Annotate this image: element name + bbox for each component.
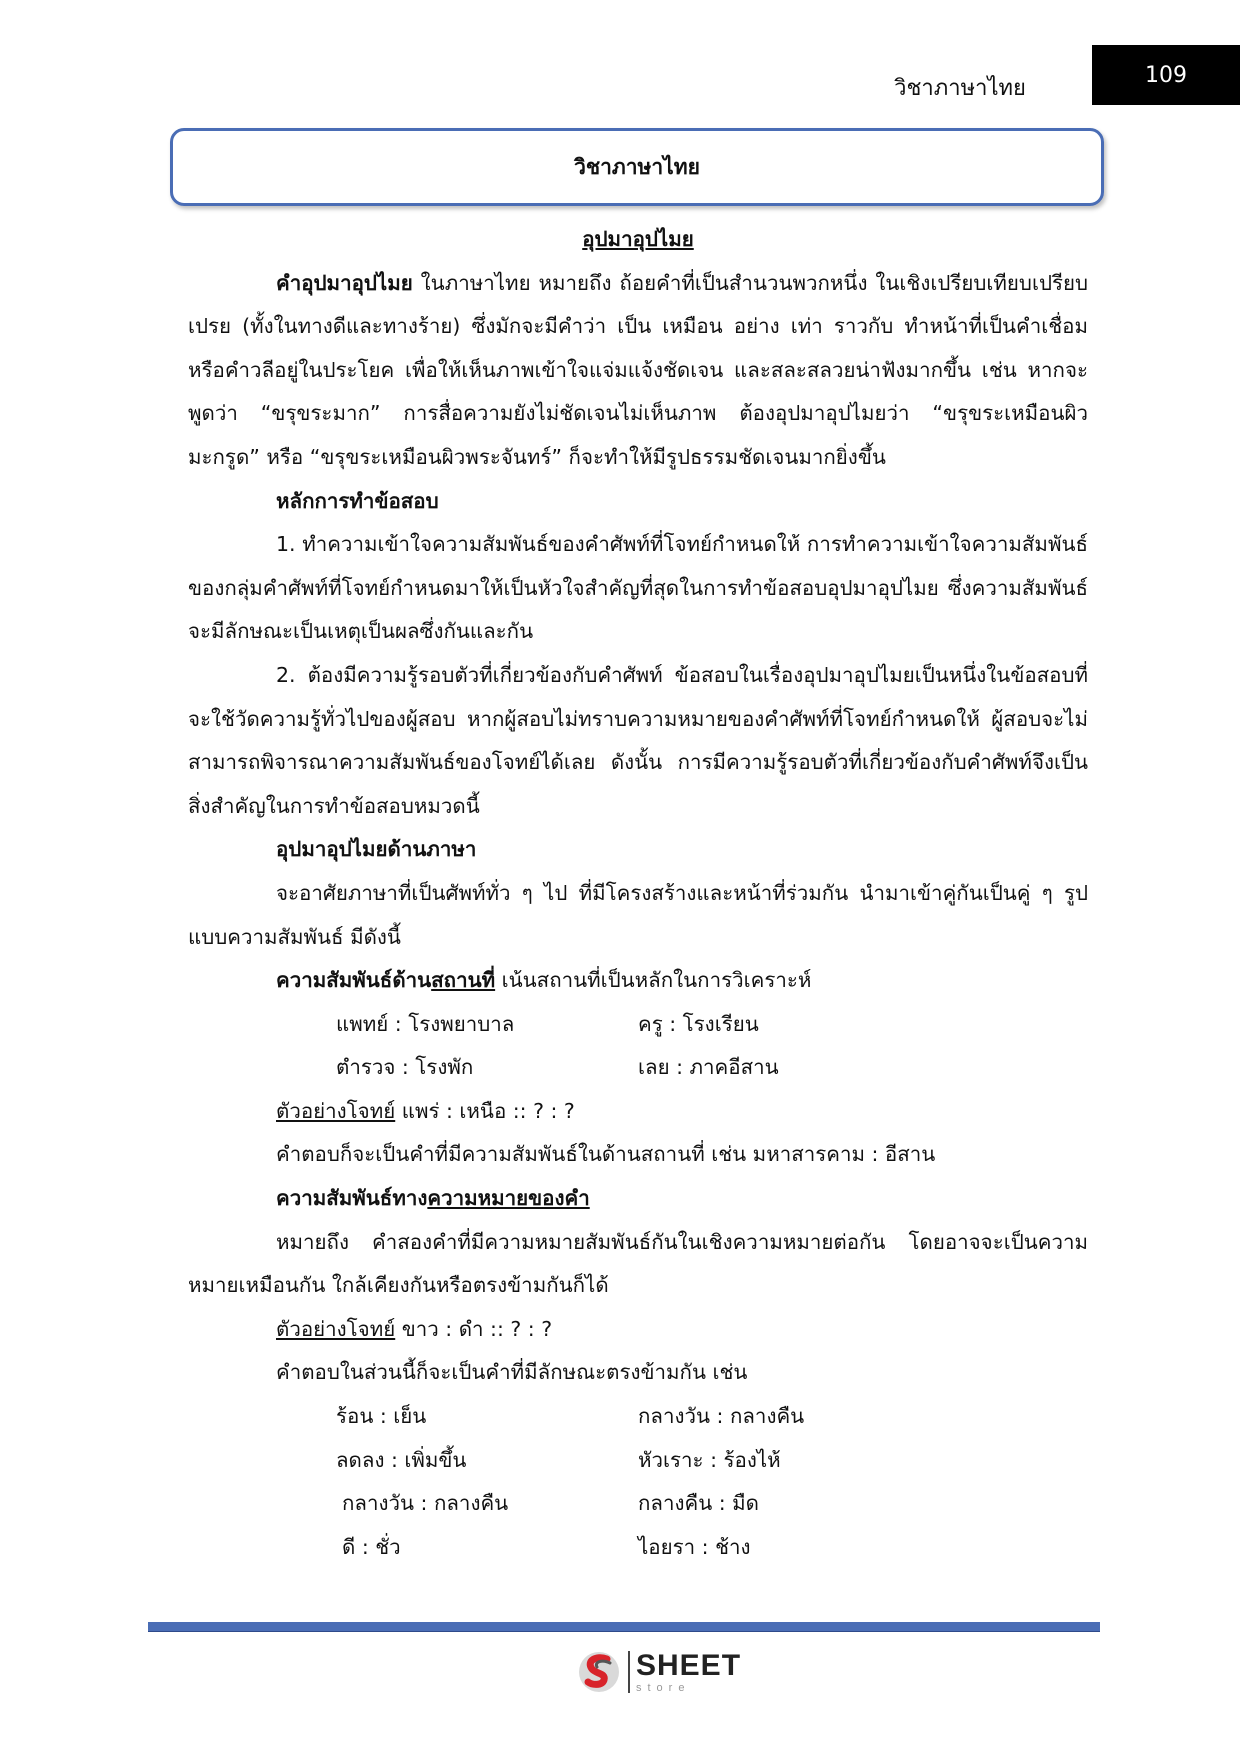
- place-pair-row: [188, 1003, 1088, 1047]
- principle-item-2: 2. ต้องมีความรู้รอบตัวที่เกี่ยวข้องกับคำศัพท์ ข้อสอบในเรื่องอุปมาอุปไมยเป็นหนึ่งในข้อสอบที่จะใช้วัดความรู้ทั่วไปของผู้สอบ หากผู้สอบไม่ทราบความหมายของคำศัพท์ที่โจทย์กำหนดให้ ผู้สอบจะไม่สามารถพิจารณาความสัมพันธ์ของโจทย์ได้เลย ดังนั้น การมีความรู้รอบตัวที่เกี่ยวข้องกับคำศัพท์จึงเป็นสิ่งสำคัญในการทำข้อสอบหมวดนี้: [188, 662, 1088, 818]
- pair-right: กลางคืน : มืด: [638, 1491, 759, 1516]
- sheet-logo-icon: [576, 1649, 622, 1695]
- page-number: 109: [1145, 62, 1187, 88]
- meaning-example-text: ขาว : ดำ :: ? : ?: [395, 1316, 553, 1341]
- pair-left: แพทย์ : โรงพยาบาล: [336, 1011, 515, 1036]
- language-paragraph: จะอาศัยภาษาที่เป็นศัพท์ทั่ว ๆ ไป ที่มีโครงสร้างและหน้าที่ร่วมกัน นำมาเข้าคู่กันเป็นคู่ ๆ รูปแบบความสัมพันธ์ มีดังนี้: [188, 880, 1088, 949]
- meaning-heading-prefix: ความสัมพันธ์ทาง: [276, 1186, 428, 1211]
- place-example: [188, 1090, 1088, 1134]
- intro-term: คำอุปมาอุปไมย: [276, 270, 413, 295]
- place-pair-row: [188, 1046, 1088, 1090]
- place-heading-keyword: สถานที่: [431, 968, 496, 993]
- sheet-store-logo: [576, 1645, 746, 1699]
- pair-left: ตำรวจ : โรงพัก: [336, 1055, 474, 1080]
- pair-right: ครู : โรงเรียน: [638, 1011, 759, 1036]
- meaning-example: [188, 1308, 1088, 1352]
- logo-text: [636, 1648, 742, 1694]
- pair-right: ไอยรา : ช้าง: [638, 1534, 751, 1559]
- place-heading-rest: เน้นสถานที่เป็นหลักในการวิเคราะห์: [495, 968, 812, 993]
- title-box: [170, 128, 1104, 206]
- language-heading: อุปมาอุปไมยด้านภาษา: [276, 837, 477, 862]
- page-number-box: [1092, 45, 1240, 105]
- place-heading: [188, 959, 1088, 1003]
- meaning-heading-keyword: ความหมายของคำ: [427, 1186, 590, 1211]
- intro-text: ในภาษาไทย หมายถึง ถ้อยคำที่เป็นสำนวนพวกหนึ่ง ในเชิงเปรียบเทียบเปรียบเปรย (ทั้งในทางดีและทางร้าย) ซึ่งมักจะมีคำว่า เป็น เหมือน อย่าง เท่า ราวกับ ทำหน้าที่เป็นคำเชื่อมหรือคำวลีอยู่ในประโยค เพื่อให้เห็นภาพเข้าใจแจ่มแจ้งชัดเจน และสละสลวยน่าฟังมากขึ้น เช่น หากจะพูดว่า “ขรุขระมาก” การสื่อความยังไม่ชัดเจนไม่เห็นภาพ ต้องอุปมาอุปไมยว่า “ขรุขระเหมือนผิวมะกรูด” หรือ “ขรุขระเหมือนผิวพระจันทร์” ก็จะทำให้มีรูปธรรมชัดเจนมากยิ่งขึ้น: [188, 270, 1088, 469]
- meaning-heading: [188, 1177, 1088, 1221]
- pair-right: หัวเราะ : ร้องไห้: [638, 1447, 781, 1472]
- place-example-label: ตัวอย่างโจทย์: [276, 1098, 396, 1123]
- meaning-paragraph: หมายถึง คำสองคำที่มีความหมายสัมพันธ์กันในเชิงความหมายต่อกัน โดยอาจจะเป็นความหมายเหมือนกัน ใกล้เคียงกันหรือตรงข้ามกันก็ได้: [188, 1229, 1088, 1298]
- pair-left: ร้อน : เย็น: [336, 1404, 427, 1429]
- header-subject: วิชาภาษาไทย: [894, 76, 1026, 101]
- pair-left: กลางวัน : กลางคืน: [342, 1491, 509, 1516]
- section-title: อุปมาอุปไมย: [582, 227, 694, 251]
- pair-left: ลดลง : เพิ่มขึ้น: [336, 1447, 467, 1472]
- logo-sub-text: store: [636, 1681, 691, 1694]
- logo-divider: [628, 1651, 630, 1693]
- meaning-answer: คำตอบในส่วนนี้ก็จะเป็นคำที่มีลักษณะตรงข้ามกัน เช่น: [276, 1360, 748, 1385]
- place-example-text: แพร่ : เหนือ :: ? : ?: [395, 1098, 575, 1123]
- meaning-pair-row: [188, 1395, 1088, 1439]
- principles-heading: หลักการทำข้อสอบ: [276, 488, 439, 513]
- pair-right: กลางวัน : กลางคืน: [638, 1404, 805, 1429]
- meaning-pair-row: [188, 1482, 1088, 1526]
- principle-item-1: 1. ทำความเข้าใจความสัมพันธ์ของคำศัพท์ที่โจทย์กำหนดให้ การทำความเข้าใจความสัมพันธ์ของกลุ่มคำศัพท์ที่โจทย์กำหนดมาให้เป็นหัวใจสำคัญที่สุดในการทำข้อสอบอุปมาอุปไมย ซึ่งความสัมพันธ์จะมีลักษณะเป็นเหตุเป็นผลซึ่งกันและกัน: [188, 532, 1088, 644]
- pair-right: เลย : ภาคอีสาน: [638, 1055, 779, 1080]
- meaning-example-label: ตัวอย่างโจทย์: [276, 1316, 396, 1341]
- place-answer: คำตอบก็จะเป็นคำที่มีความสัมพันธ์ในด้านสถานที่ เช่น มหาสารคาม : อีสาน: [276, 1142, 936, 1167]
- meaning-pair-row: [188, 1439, 1088, 1483]
- document-body: [188, 218, 1088, 1569]
- meaning-pair-row: [188, 1526, 1088, 1570]
- place-heading-prefix: ความสัมพันธ์ด้าน: [276, 968, 432, 993]
- pair-left: ดี : ชั่ว: [342, 1534, 401, 1559]
- intro-paragraph: [188, 262, 1088, 480]
- title-box-text: วิชาภาษาไทย: [574, 154, 700, 179]
- logo-main-text: SHEET: [636, 1648, 742, 1682]
- footer-rule: [148, 1622, 1100, 1632]
